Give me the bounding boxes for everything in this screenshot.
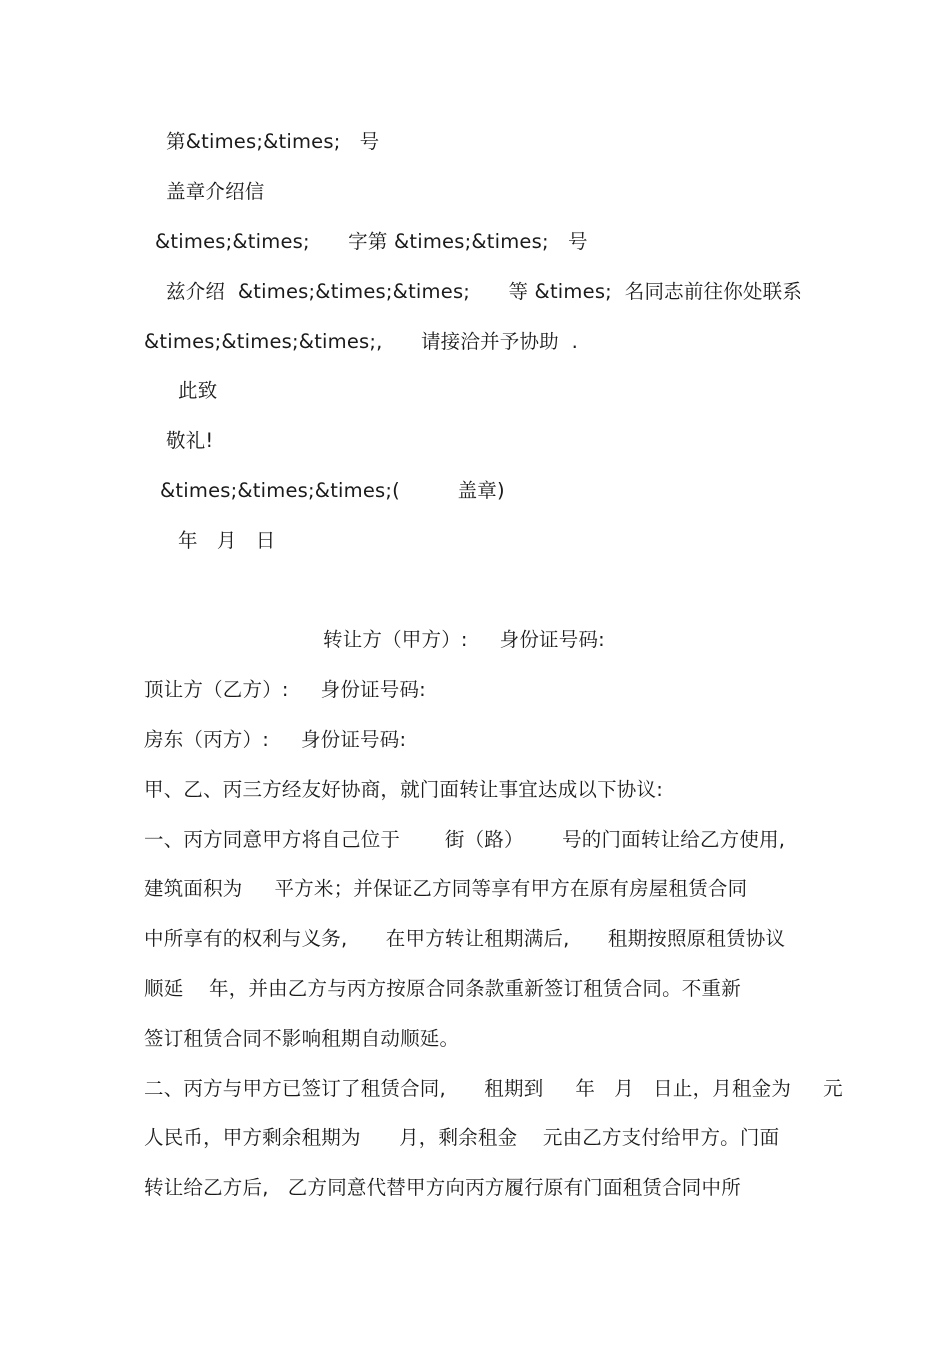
letter-title: 盖章介绍信 bbox=[166, 180, 265, 203]
letter-ref-line: &times;&times; 字第 &times;&times; 号 bbox=[155, 230, 588, 253]
clause-1-line: 一、丙方同意甲方将自己位于 街（路） 号的门面转让给乙方使用, bbox=[144, 828, 786, 851]
clause-1-line: 顺延 年，并由乙方与丙方按原合同条款重新签订租赁合同。不重新 bbox=[144, 977, 741, 1000]
letter-regards: 敬礼! bbox=[166, 429, 214, 452]
clause-1-line: 签订租赁合同不影响租期自动顺延。 bbox=[144, 1027, 460, 1050]
letter-salutation: 此致 bbox=[178, 379, 218, 402]
letter-intro-continuation: &times;&times;&times;, 请接洽并予协助 . bbox=[144, 330, 579, 353]
clause-1-line: 建筑面积为 平方米；并保证乙方同等享有甲方在原有房屋租赁合同 bbox=[144, 877, 748, 900]
letter-signature: &times;&times;&times;( 盖章) bbox=[160, 479, 505, 502]
clause-2-line: 二、丙方与甲方已签订了租赁合同, 租期到 年 月 日止，月租金为 元 bbox=[144, 1077, 843, 1100]
party-a-line: 转让方（甲方）: 身份证号码: bbox=[323, 628, 605, 651]
letter-intro-line: 兹介绍 &times;&times;&times; 等 &times; 名同志前往你处联系 bbox=[166, 280, 803, 303]
agreement-preamble: 甲、乙、丙三方经友好协商，就门面转让事宜达成以下协议: bbox=[144, 778, 663, 801]
clause-2-line: 转让给乙方后, 乙方同意代替甲方向丙方履行原有门面租赁合同中所 bbox=[144, 1176, 741, 1199]
party-b-line: 顶让方（乙方）: 身份证号码: bbox=[144, 678, 426, 701]
clause-1-line: 中所享有的权利与义务, 在甲方转让租期满后, 租期按照原租赁协议 bbox=[144, 927, 786, 950]
letter-number-line: 第&times;&times; 号 bbox=[166, 130, 380, 153]
party-c-line: 房东（丙方）: 身份证号码: bbox=[144, 728, 407, 751]
letter-date: 年 月 日 bbox=[178, 529, 276, 552]
clause-2-line: 人民币，甲方剩余租期为 月，剩余租金 元由乙方支付给甲方。门面 bbox=[144, 1126, 780, 1149]
